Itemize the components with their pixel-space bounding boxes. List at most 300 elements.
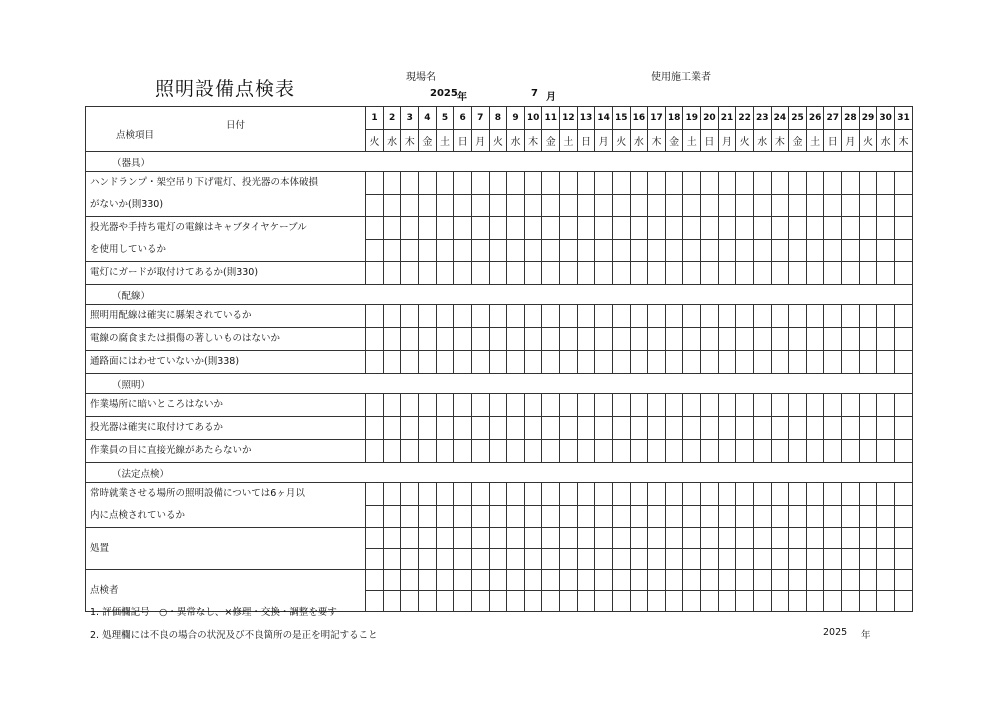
check-cell[interactable]: [436, 262, 454, 285]
check-cell[interactable]: [542, 394, 560, 417]
check-cell[interactable]: [366, 305, 384, 328]
check-cell[interactable]: [471, 417, 489, 440]
check-cell[interactable]: [454, 328, 472, 351]
check-cell[interactable]: [383, 262, 401, 285]
check-cell[interactable]: [842, 483, 860, 506]
check-cell[interactable]: [524, 239, 542, 262]
treatment-cell[interactable]: [753, 549, 771, 570]
check-cell[interactable]: [877, 305, 895, 328]
check-cell[interactable]: [683, 305, 701, 328]
check-cell[interactable]: [789, 440, 807, 463]
inspector-cell[interactable]: [771, 570, 789, 591]
check-cell[interactable]: [507, 440, 525, 463]
check-cell[interactable]: [401, 505, 419, 528]
check-cell[interactable]: [771, 305, 789, 328]
check-cell[interactable]: [877, 505, 895, 528]
check-cell[interactable]: [419, 217, 437, 240]
check-cell[interactable]: [383, 483, 401, 506]
check-cell[interactable]: [894, 394, 912, 417]
check-cell[interactable]: [383, 239, 401, 262]
check-cell[interactable]: [542, 328, 560, 351]
check-cell[interactable]: [842, 262, 860, 285]
treatment-cell[interactable]: [524, 549, 542, 570]
check-cell[interactable]: [859, 305, 877, 328]
check-cell[interactable]: [560, 483, 578, 506]
check-cell[interactable]: [736, 217, 754, 240]
check-cell[interactable]: [383, 172, 401, 195]
check-cell[interactable]: [612, 505, 630, 528]
treatment-cell[interactable]: [471, 528, 489, 549]
check-cell[interactable]: [419, 440, 437, 463]
check-cell[interactable]: [595, 217, 613, 240]
check-cell[interactable]: [806, 217, 824, 240]
check-cell[interactable]: [454, 305, 472, 328]
check-cell[interactable]: [560, 217, 578, 240]
check-cell[interactable]: [877, 351, 895, 374]
check-cell[interactable]: [859, 172, 877, 195]
check-cell[interactable]: [701, 194, 719, 217]
inspector-cell[interactable]: [701, 570, 719, 591]
check-cell[interactable]: [736, 172, 754, 195]
check-cell[interactable]: [648, 239, 666, 262]
check-cell[interactable]: [542, 217, 560, 240]
check-cell[interactable]: [401, 217, 419, 240]
check-cell[interactable]: [859, 417, 877, 440]
check-cell[interactable]: [859, 239, 877, 262]
treatment-cell[interactable]: [612, 528, 630, 549]
inspector-cell[interactable]: [842, 591, 860, 612]
check-cell[interactable]: [824, 483, 842, 506]
treatment-cell[interactable]: [489, 528, 507, 549]
check-cell[interactable]: [436, 394, 454, 417]
check-cell[interactable]: [789, 505, 807, 528]
check-cell[interactable]: [489, 328, 507, 351]
inspector-cell[interactable]: [701, 591, 719, 612]
check-cell[interactable]: [859, 351, 877, 374]
check-cell[interactable]: [489, 483, 507, 506]
check-cell[interactable]: [595, 194, 613, 217]
inspector-cell[interactable]: [577, 570, 595, 591]
check-cell[interactable]: [753, 262, 771, 285]
check-cell[interactable]: [824, 417, 842, 440]
check-cell[interactable]: [736, 417, 754, 440]
check-cell[interactable]: [771, 217, 789, 240]
check-cell[interactable]: [894, 262, 912, 285]
check-cell[interactable]: [595, 239, 613, 262]
check-cell[interactable]: [701, 351, 719, 374]
check-cell[interactable]: [630, 328, 648, 351]
check-cell[interactable]: [577, 262, 595, 285]
check-cell[interactable]: [436, 483, 454, 506]
inspector-cell[interactable]: [789, 591, 807, 612]
check-cell[interactable]: [366, 483, 384, 506]
check-cell[interactable]: [560, 194, 578, 217]
check-cell[interactable]: [877, 483, 895, 506]
check-cell[interactable]: [560, 239, 578, 262]
check-cell[interactable]: [489, 194, 507, 217]
check-cell[interactable]: [419, 262, 437, 285]
inspector-cell[interactable]: [718, 591, 736, 612]
check-cell[interactable]: [524, 505, 542, 528]
check-cell[interactable]: [683, 440, 701, 463]
check-cell[interactable]: [612, 328, 630, 351]
check-cell[interactable]: [454, 483, 472, 506]
check-cell[interactable]: [718, 440, 736, 463]
check-cell[interactable]: [419, 417, 437, 440]
treatment-cell[interactable]: [859, 549, 877, 570]
check-cell[interactable]: [771, 440, 789, 463]
check-cell[interactable]: [507, 172, 525, 195]
check-cell[interactable]: [507, 483, 525, 506]
check-cell[interactable]: [683, 417, 701, 440]
treatment-cell[interactable]: [401, 549, 419, 570]
check-cell[interactable]: [665, 305, 683, 328]
treatment-cell[interactable]: [753, 528, 771, 549]
check-cell[interactable]: [471, 440, 489, 463]
check-cell[interactable]: [383, 440, 401, 463]
check-cell[interactable]: [753, 217, 771, 240]
check-cell[interactable]: [859, 394, 877, 417]
inspector-cell[interactable]: [736, 570, 754, 591]
treatment-cell[interactable]: [648, 528, 666, 549]
check-cell[interactable]: [524, 328, 542, 351]
check-cell[interactable]: [648, 172, 666, 195]
treatment-cell[interactable]: [612, 549, 630, 570]
check-cell[interactable]: [612, 417, 630, 440]
check-cell[interactable]: [489, 351, 507, 374]
check-cell[interactable]: [824, 394, 842, 417]
check-cell[interactable]: [454, 172, 472, 195]
check-cell[interactable]: [753, 483, 771, 506]
check-cell[interactable]: [489, 505, 507, 528]
check-cell[interactable]: [877, 328, 895, 351]
treatment-cell[interactable]: [683, 549, 701, 570]
treatment-cell[interactable]: [366, 549, 384, 570]
check-cell[interactable]: [842, 505, 860, 528]
check-cell[interactable]: [524, 394, 542, 417]
check-cell[interactable]: [718, 172, 736, 195]
check-cell[interactable]: [718, 305, 736, 328]
check-cell[interactable]: [753, 328, 771, 351]
check-cell[interactable]: [507, 239, 525, 262]
check-cell[interactable]: [560, 394, 578, 417]
inspector-cell[interactable]: [824, 570, 842, 591]
check-cell[interactable]: [489, 305, 507, 328]
inspector-cell[interactable]: [753, 570, 771, 591]
check-cell[interactable]: [524, 440, 542, 463]
check-cell[interactable]: [401, 483, 419, 506]
treatment-cell[interactable]: [471, 549, 489, 570]
check-cell[interactable]: [612, 217, 630, 240]
check-cell[interactable]: [436, 172, 454, 195]
check-cell[interactable]: [524, 194, 542, 217]
treatment-cell[interactable]: [789, 528, 807, 549]
check-cell[interactable]: [894, 217, 912, 240]
inspector-cell[interactable]: [753, 591, 771, 612]
check-cell[interactable]: [894, 483, 912, 506]
inspector-cell[interactable]: [542, 591, 560, 612]
check-cell[interactable]: [665, 417, 683, 440]
check-cell[interactable]: [630, 351, 648, 374]
check-cell[interactable]: [383, 217, 401, 240]
check-cell[interactable]: [401, 351, 419, 374]
check-cell[interactable]: [824, 239, 842, 262]
check-cell[interactable]: [419, 505, 437, 528]
check-cell[interactable]: [612, 440, 630, 463]
check-cell[interactable]: [419, 483, 437, 506]
check-cell[interactable]: [577, 328, 595, 351]
inspector-cell[interactable]: [560, 591, 578, 612]
check-cell[interactable]: [419, 305, 437, 328]
treatment-cell[interactable]: [577, 528, 595, 549]
check-cell[interactable]: [701, 262, 719, 285]
check-cell[interactable]: [507, 394, 525, 417]
treatment-cell[interactable]: [771, 528, 789, 549]
check-cell[interactable]: [401, 417, 419, 440]
check-cell[interactable]: [560, 440, 578, 463]
check-cell[interactable]: [489, 440, 507, 463]
check-cell[interactable]: [648, 483, 666, 506]
check-cell[interactable]: [612, 483, 630, 506]
inspector-cell[interactable]: [489, 591, 507, 612]
check-cell[interactable]: [736, 483, 754, 506]
check-cell[interactable]: [366, 262, 384, 285]
check-cell[interactable]: [701, 239, 719, 262]
check-cell[interactable]: [753, 239, 771, 262]
check-cell[interactable]: [560, 172, 578, 195]
treatment-cell[interactable]: [577, 549, 595, 570]
check-cell[interactable]: [789, 217, 807, 240]
check-cell[interactable]: [824, 194, 842, 217]
check-cell[interactable]: [507, 217, 525, 240]
check-cell[interactable]: [560, 351, 578, 374]
check-cell[interactable]: [648, 440, 666, 463]
check-cell[interactable]: [471, 239, 489, 262]
treatment-cell[interactable]: [718, 549, 736, 570]
treatment-cell[interactable]: [595, 528, 613, 549]
treatment-cell[interactable]: [419, 549, 437, 570]
treatment-cell[interactable]: [436, 549, 454, 570]
check-cell[interactable]: [471, 351, 489, 374]
check-cell[interactable]: [701, 483, 719, 506]
inspector-cell[interactable]: [507, 570, 525, 591]
check-cell[interactable]: [806, 483, 824, 506]
check-cell[interactable]: [718, 239, 736, 262]
inspector-cell[interactable]: [436, 591, 454, 612]
check-cell[interactable]: [842, 440, 860, 463]
inspector-cell[interactable]: [665, 570, 683, 591]
check-cell[interactable]: [683, 483, 701, 506]
check-cell[interactable]: [859, 505, 877, 528]
check-cell[interactable]: [701, 172, 719, 195]
treatment-cell[interactable]: [454, 549, 472, 570]
check-cell[interactable]: [753, 417, 771, 440]
inspector-cell[interactable]: [859, 570, 877, 591]
check-cell[interactable]: [419, 351, 437, 374]
check-cell[interactable]: [806, 239, 824, 262]
check-cell[interactable]: [824, 328, 842, 351]
check-cell[interactable]: [366, 394, 384, 417]
check-cell[interactable]: [401, 328, 419, 351]
inspector-cell[interactable]: [524, 570, 542, 591]
check-cell[interactable]: [753, 305, 771, 328]
check-cell[interactable]: [577, 394, 595, 417]
treatment-cell[interactable]: [542, 528, 560, 549]
check-cell[interactable]: [630, 440, 648, 463]
check-cell[interactable]: [542, 172, 560, 195]
check-cell[interactable]: [665, 217, 683, 240]
inspector-cell[interactable]: [859, 591, 877, 612]
check-cell[interactable]: [877, 262, 895, 285]
inspector-cell[interactable]: [877, 591, 895, 612]
check-cell[interactable]: [842, 172, 860, 195]
check-cell[interactable]: [806, 394, 824, 417]
treatment-cell[interactable]: [701, 549, 719, 570]
check-cell[interactable]: [595, 305, 613, 328]
check-cell[interactable]: [401, 394, 419, 417]
check-cell[interactable]: [859, 217, 877, 240]
check-cell[interactable]: [859, 262, 877, 285]
check-cell[interactable]: [771, 328, 789, 351]
check-cell[interactable]: [665, 394, 683, 417]
check-cell[interactable]: [612, 262, 630, 285]
inspector-cell[interactable]: [877, 570, 895, 591]
check-cell[interactable]: [454, 239, 472, 262]
check-cell[interactable]: [806, 417, 824, 440]
treatment-cell[interactable]: [718, 528, 736, 549]
treatment-cell[interactable]: [806, 549, 824, 570]
check-cell[interactable]: [489, 217, 507, 240]
treatment-cell[interactable]: [489, 549, 507, 570]
treatment-cell[interactable]: [366, 528, 384, 549]
check-cell[interactable]: [419, 239, 437, 262]
check-cell[interactable]: [630, 239, 648, 262]
check-cell[interactable]: [577, 217, 595, 240]
treatment-cell[interactable]: [507, 549, 525, 570]
check-cell[interactable]: [612, 394, 630, 417]
check-cell[interactable]: [701, 328, 719, 351]
check-cell[interactable]: [648, 394, 666, 417]
check-cell[interactable]: [383, 194, 401, 217]
check-cell[interactable]: [701, 417, 719, 440]
check-cell[interactable]: [612, 351, 630, 374]
inspector-cell[interactable]: [471, 570, 489, 591]
treatment-cell[interactable]: [894, 528, 912, 549]
inspector-cell[interactable]: [648, 591, 666, 612]
check-cell[interactable]: [542, 505, 560, 528]
check-cell[interactable]: [842, 394, 860, 417]
inspector-cell[interactable]: [665, 591, 683, 612]
check-cell[interactable]: [859, 440, 877, 463]
check-cell[interactable]: [401, 262, 419, 285]
check-cell[interactable]: [894, 239, 912, 262]
treatment-cell[interactable]: [736, 549, 754, 570]
check-cell[interactable]: [630, 417, 648, 440]
check-cell[interactable]: [877, 194, 895, 217]
check-cell[interactable]: [383, 505, 401, 528]
check-cell[interactable]: [436, 440, 454, 463]
inspector-cell[interactable]: [630, 591, 648, 612]
check-cell[interactable]: [665, 239, 683, 262]
check-cell[interactable]: [419, 194, 437, 217]
check-cell[interactable]: [824, 217, 842, 240]
check-cell[interactable]: [471, 262, 489, 285]
check-cell[interactable]: [894, 172, 912, 195]
check-cell[interactable]: [524, 417, 542, 440]
check-cell[interactable]: [366, 194, 384, 217]
check-cell[interactable]: [542, 262, 560, 285]
check-cell[interactable]: [454, 194, 472, 217]
check-cell[interactable]: [454, 394, 472, 417]
check-cell[interactable]: [665, 328, 683, 351]
check-cell[interactable]: [507, 262, 525, 285]
check-cell[interactable]: [701, 440, 719, 463]
check-cell[interactable]: [471, 505, 489, 528]
treatment-cell[interactable]: [894, 549, 912, 570]
check-cell[interactable]: [683, 505, 701, 528]
check-cell[interactable]: [612, 239, 630, 262]
check-cell[interactable]: [683, 194, 701, 217]
check-cell[interactable]: [806, 351, 824, 374]
check-cell[interactable]: [736, 351, 754, 374]
check-cell[interactable]: [524, 217, 542, 240]
check-cell[interactable]: [436, 217, 454, 240]
check-cell[interactable]: [577, 172, 595, 195]
check-cell[interactable]: [842, 351, 860, 374]
check-cell[interactable]: [736, 328, 754, 351]
check-cell[interactable]: [771, 262, 789, 285]
check-cell[interactable]: [806, 440, 824, 463]
check-cell[interactable]: [789, 172, 807, 195]
check-cell[interactable]: [824, 351, 842, 374]
check-cell[interactable]: [842, 417, 860, 440]
treatment-cell[interactable]: [648, 549, 666, 570]
check-cell[interactable]: [736, 262, 754, 285]
check-cell[interactable]: [806, 194, 824, 217]
check-cell[interactable]: [366, 351, 384, 374]
check-cell[interactable]: [524, 351, 542, 374]
treatment-cell[interactable]: [401, 528, 419, 549]
check-cell[interactable]: [454, 505, 472, 528]
check-cell[interactable]: [842, 328, 860, 351]
check-cell[interactable]: [789, 483, 807, 506]
check-cell[interactable]: [630, 505, 648, 528]
inspector-cell[interactable]: [806, 570, 824, 591]
inspector-cell[interactable]: [683, 591, 701, 612]
check-cell[interactable]: [471, 328, 489, 351]
check-cell[interactable]: [612, 194, 630, 217]
inspector-cell[interactable]: [507, 591, 525, 612]
check-cell[interactable]: [683, 262, 701, 285]
treatment-cell[interactable]: [665, 528, 683, 549]
check-cell[interactable]: [842, 217, 860, 240]
check-cell[interactable]: [366, 440, 384, 463]
check-cell[interactable]: [736, 194, 754, 217]
check-cell[interactable]: [595, 505, 613, 528]
check-cell[interactable]: [665, 172, 683, 195]
check-cell[interactable]: [489, 172, 507, 195]
check-cell[interactable]: [542, 483, 560, 506]
treatment-cell[interactable]: [842, 549, 860, 570]
check-cell[interactable]: [577, 194, 595, 217]
check-cell[interactable]: [665, 262, 683, 285]
check-cell[interactable]: [595, 328, 613, 351]
check-cell[interactable]: [718, 194, 736, 217]
check-cell[interactable]: [894, 194, 912, 217]
check-cell[interactable]: [648, 262, 666, 285]
check-cell[interactable]: [894, 440, 912, 463]
check-cell[interactable]: [665, 483, 683, 506]
